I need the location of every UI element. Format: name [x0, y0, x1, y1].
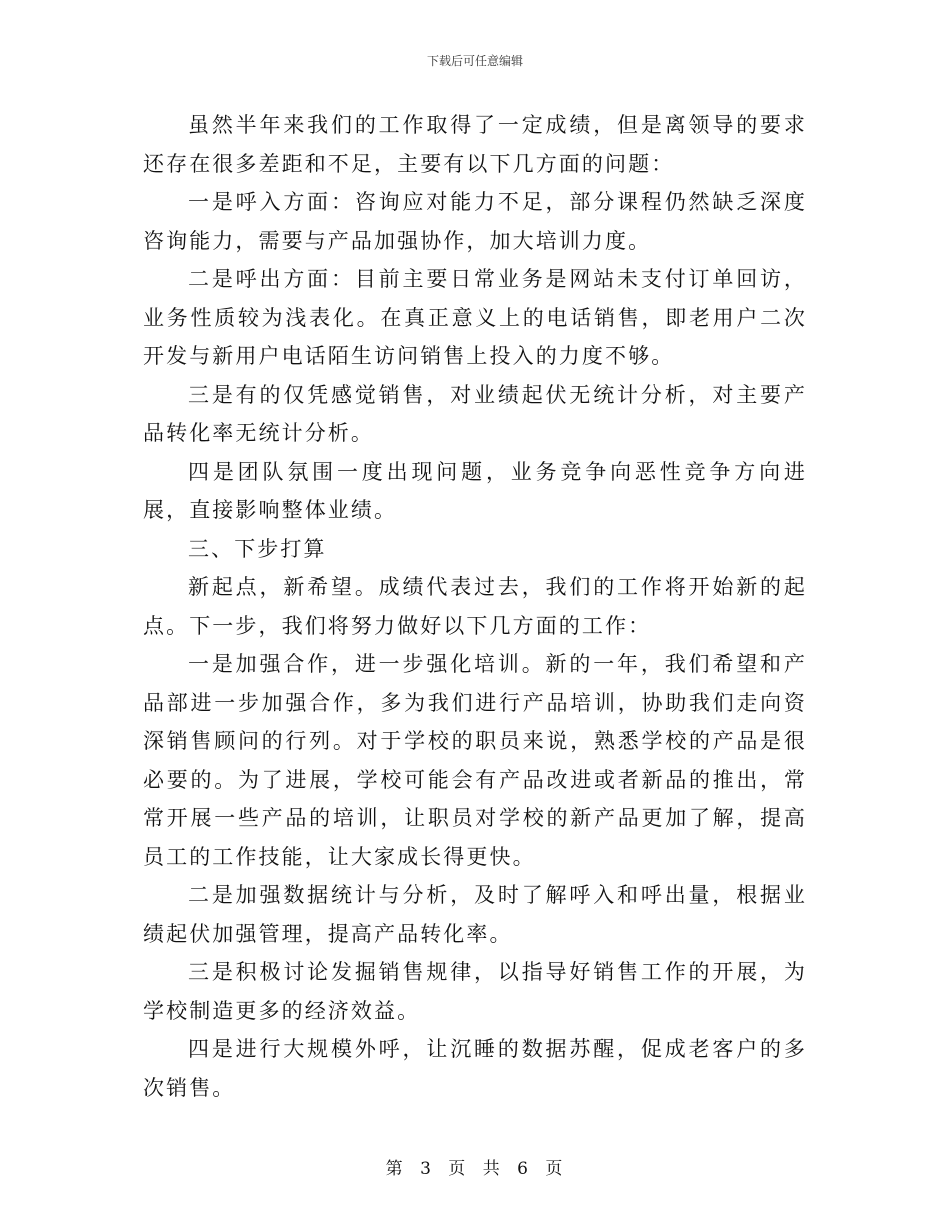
- page-footer: [0, 1154, 950, 1179]
- paragraph: 一是加强合作，进一步强化培训。新的一年，我们希望和产品部进一步加强合作，多为我们进行产品培训，协助我们走向资深销售顾问的行列。对于学校的职员来说，熟悉学校的产品是很必要的。为了进展，学校可能会有产品改进或者新品的推出，常常开展一些产品的培训，让职员对学校的新产品更加了解，提高员工的工作技能，让大家成长得更快。: [143, 652, 807, 869]
- section-heading: 三、下步打算: [188, 536, 327, 561]
- paragraph: 二是加强数据统计与分析，及时了解呼入和呼出量，根据业绩起伏加强管理，提高产品转化率。: [143, 883, 807, 946]
- document-body: [143, 106, 807, 1107]
- paragraph: 四是团队氛围一度出现问题，业务竞争向恶性竞争方向进展，直接影响整体业绩。: [143, 459, 807, 522]
- paragraph: 虽然半年来我们的工作取得了一定成绩，但是离领导的要求还存在很多差距和不足，主要有以下几方面的问题：: [143, 113, 807, 176]
- paragraph: 三是积极讨论发掘销售规律，以指导好销售工作的开展，为学校制造更多的经济效益。: [143, 960, 807, 1023]
- current-page-number: 3: [420, 1159, 433, 1179]
- total-pages-number: 6: [517, 1159, 530, 1179]
- footer-total-word: 共: [482, 1159, 502, 1179]
- page-header: 下载后可任意编辑: [426, 54, 523, 68]
- footer-suffix: 页: [545, 1159, 565, 1179]
- paragraph: 二是呼出方面：目前主要日常业务是网站未支付订单回访，业务性质较为浅表化。在真正意义上的电话销售，即老用户二次开发与新用户电话陌生访问销售上投入的力度不够。: [143, 267, 807, 368]
- footer-prefix: 第: [385, 1159, 405, 1179]
- paragraph: 三是有的仅凭感觉销售，对业绩起伏无统计分析，对主要产品转化率无统计分析。: [143, 382, 807, 445]
- paragraph: 新起点，新希望。成绩代表过去，我们的工作将开始新的起点。下一步，我们将努力做好以下几方面的工作：: [143, 575, 807, 638]
- paragraph: 四是进行大规模外呼，让沉睡的数据苏醒，促成老客户的多次销售。: [143, 1037, 807, 1100]
- paragraph: 一是呼入方面：咨询应对能力不足，部分课程仍然缺乏深度咨询能力，需要与产品加强协作，加大培训力度。: [143, 190, 807, 253]
- footer-page-word: 页: [448, 1159, 468, 1179]
